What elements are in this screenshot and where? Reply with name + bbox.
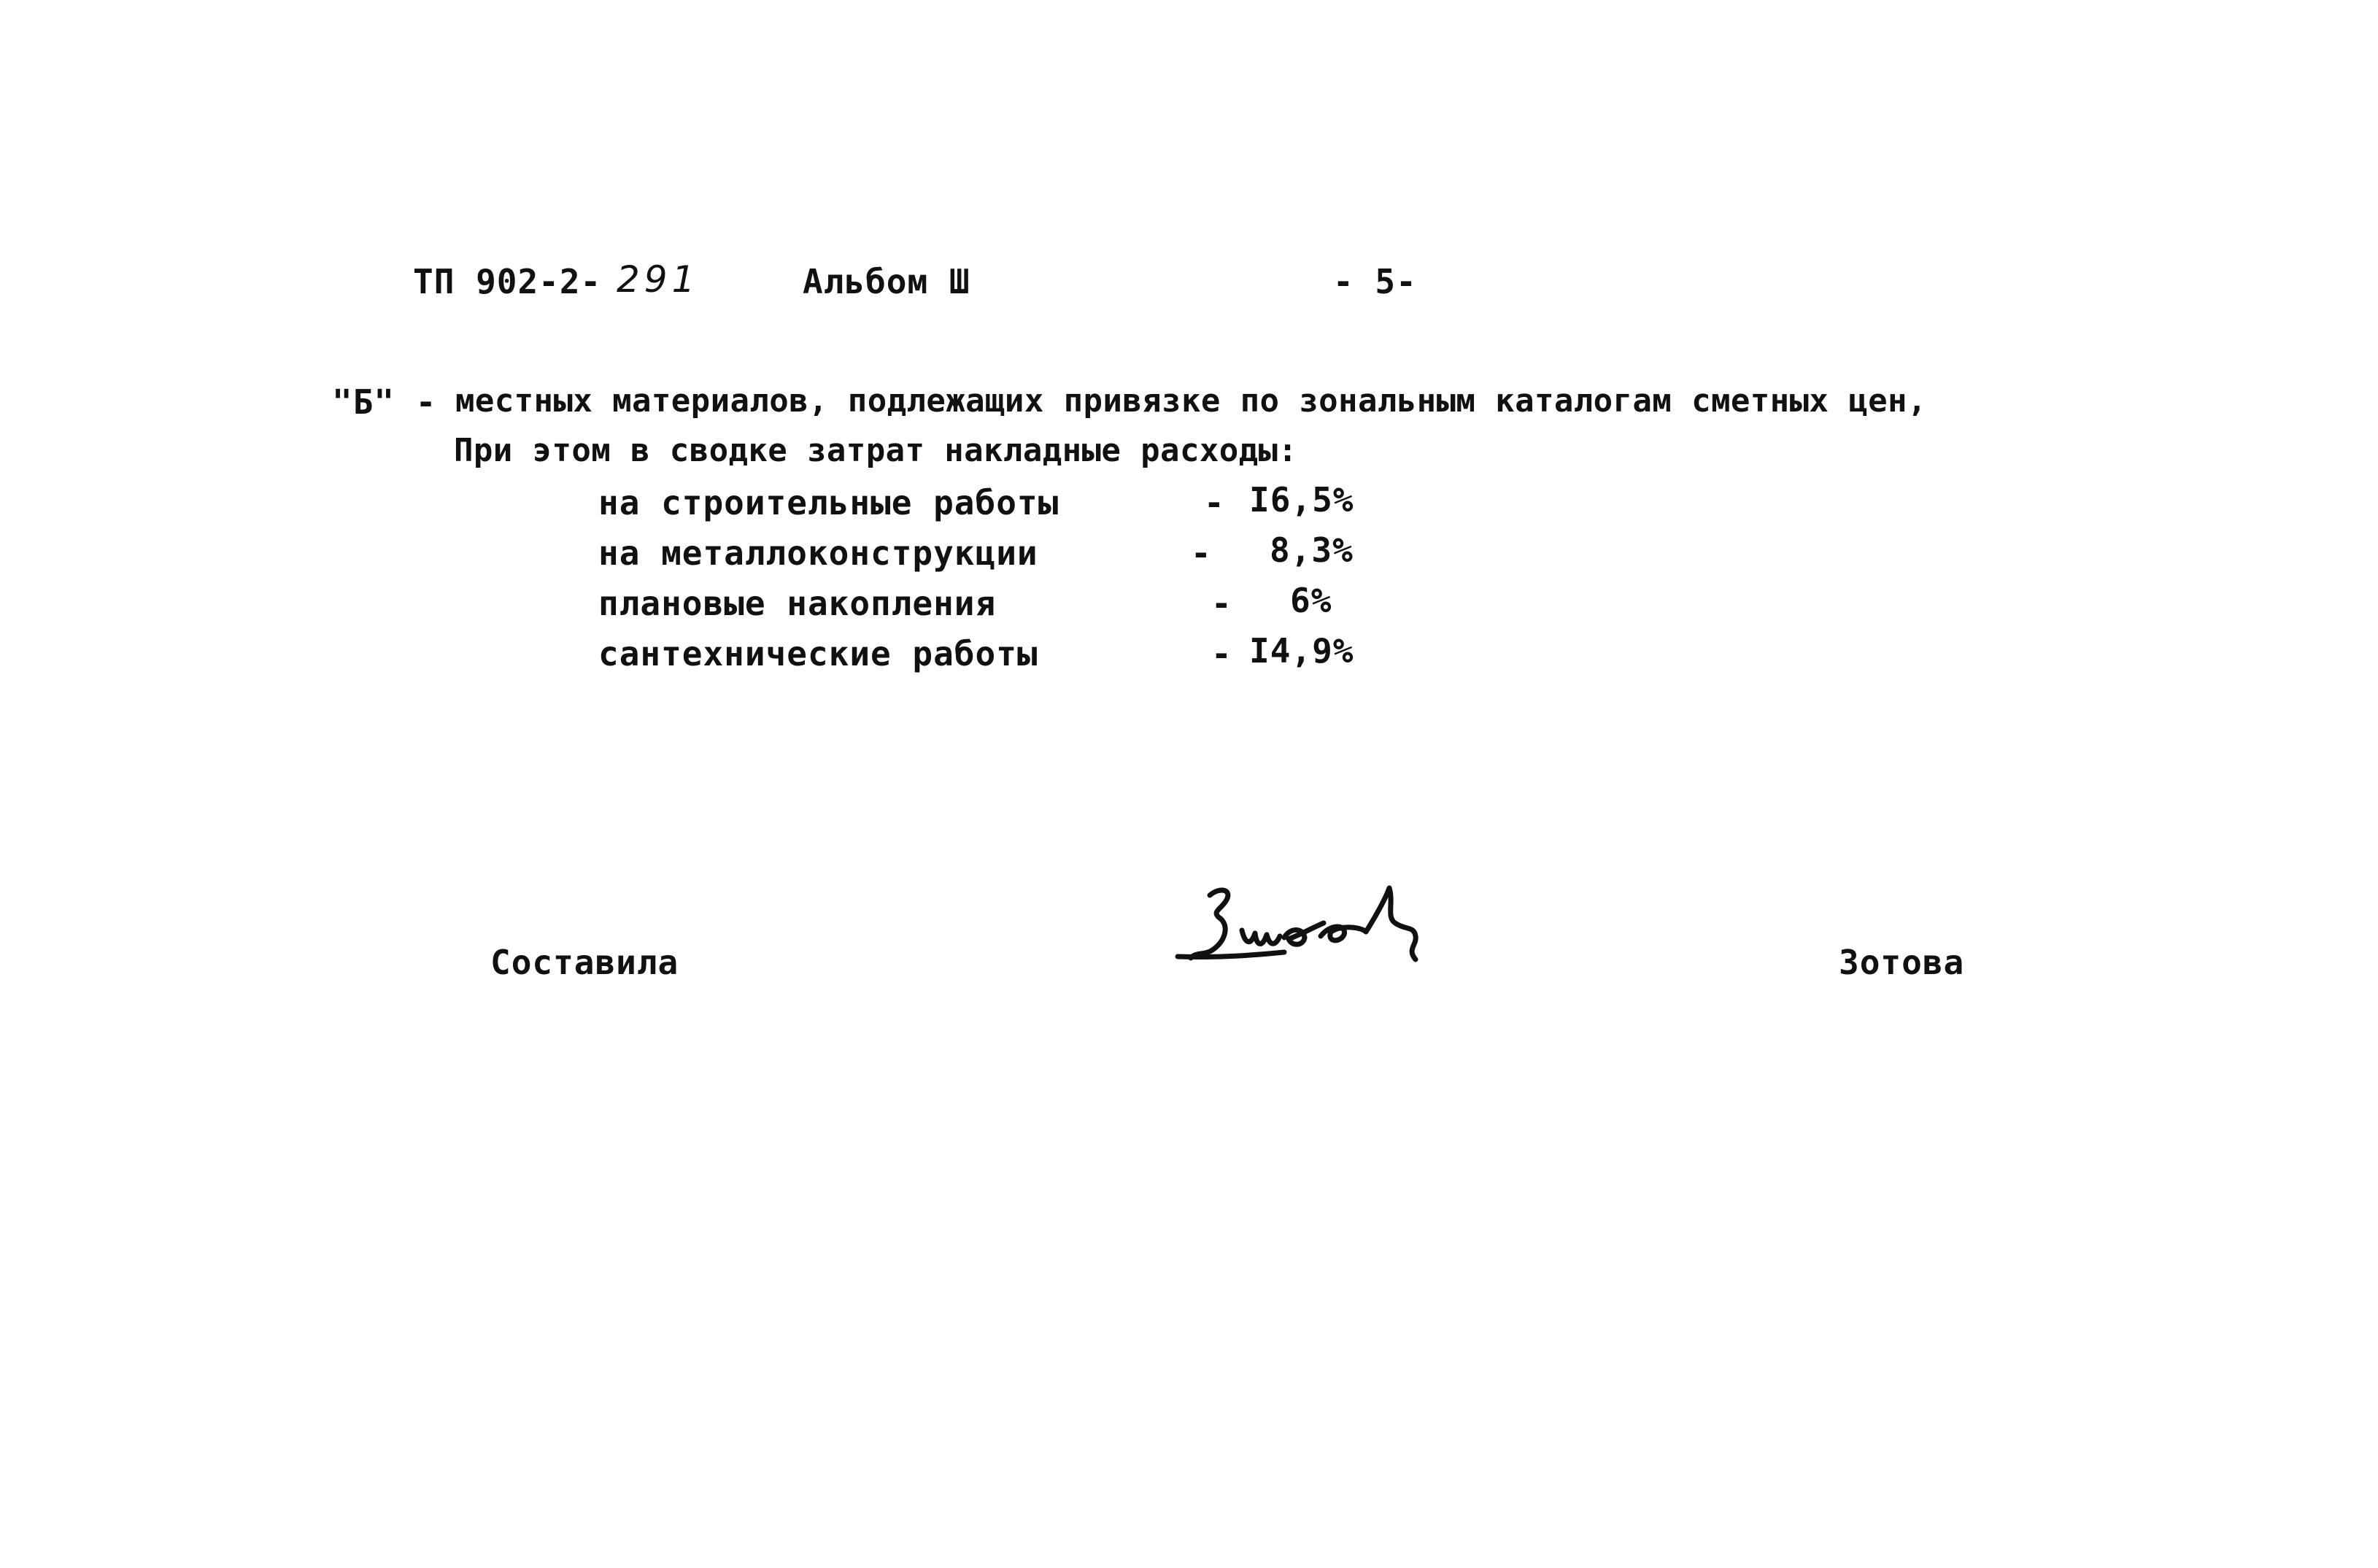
doc-number-handwritten: 291 [617, 258, 700, 301]
compiled-by-label: Составила [490, 943, 679, 982]
rate-value: 6% [1290, 581, 1332, 620]
rate-value: I4,9% [1249, 631, 1354, 671]
rate-dash: - [1211, 634, 1232, 673]
rate-dash: - [1191, 533, 1212, 573]
rate-label: плановые накопления [598, 584, 997, 623]
body-line-2: При этом в сводке затрат накладные расходы: [454, 432, 1298, 469]
rate-dash: - [1204, 483, 1225, 522]
body-line-1: местных материалов, подлежащих привязке по зональным каталогам сметных цен, [455, 382, 1927, 420]
rate-value: I6,5% [1249, 480, 1354, 520]
signature-image [1175, 879, 1437, 974]
rate-value: 8,3% [1270, 530, 1354, 570]
page-number: - 5- [1333, 262, 1417, 301]
rate-label: на строительные работы [598, 483, 1059, 522]
rate-label: сантехнические работы [598, 634, 1038, 673]
signatory-name: Зотова [1839, 943, 1965, 982]
rate-dash: - [1211, 584, 1232, 623]
rate-label: на металлоконструкции [598, 533, 1038, 573]
album-label: Альбом Ш [803, 262, 970, 301]
item-marker: "Б" - [332, 382, 437, 422]
doc-code: ТП 902-2- [413, 262, 602, 301]
